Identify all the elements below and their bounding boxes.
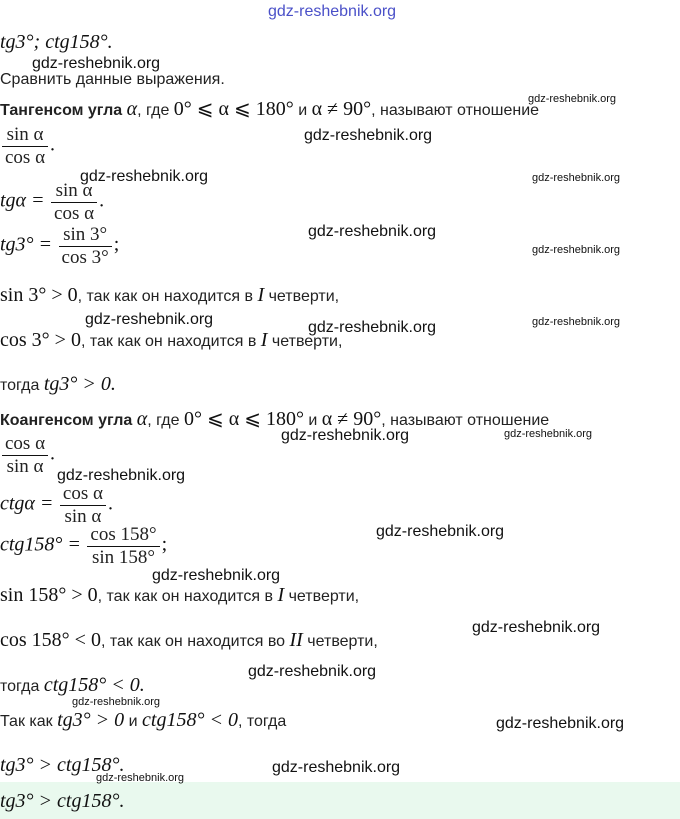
then-tg3-math: tg3° > 0. [43,373,116,395]
watermark: gdz-reshebnik.org [248,663,377,680]
cos158-text: , так как он находится во [100,633,286,650]
rest-text: , называют отношение [371,102,540,119]
alpha-symbol-2: α [136,408,148,430]
watermark: gdz-reshebnik.org [532,316,621,328]
ctg158-numerator: cos 158° [90,524,157,545]
watermark: gdz-reshebnik.org [96,772,185,784]
fraction-denominator: cos α [2,146,48,169]
cos158-text2: четверти, [307,633,378,650]
watermark: gdz-reshebnik.org [472,619,601,636]
watermark: gdz-reshebnik.org [376,523,505,540]
watermark: gdz-reshebnik.org [272,759,401,776]
fraction-denominator-2: sin α [2,455,48,478]
watermark: gdz-reshebnik.org [532,172,621,184]
sin3-quadrant: I [257,284,265,306]
where-text-2: , где [147,412,180,429]
cotangent-definition [0,409,549,431]
tg3-fraction [59,224,112,269]
then-tg3-line [0,374,116,396]
since-math2: ctg158° < 0 [142,709,238,731]
sin3-math: sin 3° > 0 [0,284,78,306]
ctg-lhs: ctgα = [0,492,54,515]
ctg158-lhs: ctg158° = [0,533,81,556]
where-text: , где [137,102,170,119]
then-ctg158-math: ctg158° < 0. [43,674,145,696]
watermark: gdz-reshebnik.org [152,567,281,584]
fraction-sin-cos [2,124,48,169]
sin158-line [0,585,359,607]
watermark: gdz-reshebnik.org [32,55,161,72]
fraction-cos-sin-line: $\frac{\text{cos α}}{\text{sin α}}$ . [0,433,55,478]
watermark: gdz-reshebnik.org [304,127,433,144]
tg3-end: ; [113,233,120,256]
sin158-quadrant: I [277,584,285,606]
watermark: gdz-reshebnik.org [281,427,410,444]
tg-formula: tgα = $\frac{\text{sin α}}{\text{cos α}}$ . [0,180,105,224]
tg-denominator: cos α [51,202,97,225]
since-text1: Так как [0,713,53,730]
task-expression [0,32,113,54]
alpha-symbol: α [126,98,138,120]
watermark-top[interactable]: gdz-reshebnik.org [268,3,397,20]
since-text2: , тогда [237,713,287,730]
fraction-sin-cos-line: $\frac{\text{sin α}}{\text{cos α}}$ . [0,124,55,169]
tg3-lhs: tg3° = [0,233,53,256]
rest-text-2: , называют отношение [381,412,550,429]
ctg-formula: ctgα = $\frac{\text{cos α}}{\text{sin α}}$ . [0,483,113,527]
cos3-line [0,330,342,352]
tg-numerator: sin α [55,180,93,201]
sin158-text2: четверти, [288,588,360,605]
sin158-text: , так как он находится в [97,588,274,605]
cotangent-term: Коангенсом угла [0,412,133,429]
tangent-term: Тангенсом угла [0,102,123,119]
fraction-numerator-2: cos α [5,433,46,454]
answer-line [0,791,124,813]
and-text-2: и [308,412,318,429]
watermark: gdz-reshebnik.org [504,428,593,440]
sin158-math: sin 158° > 0 [0,584,98,606]
ctg158-formula [0,524,167,569]
watermark: gdz-reshebnik.org [308,223,437,240]
cos3-quadrant: I [260,329,268,351]
conclusion-math: tg3° > ctg158°. [0,754,125,776]
fraction-numerator: sin α [6,124,44,145]
condition-range: 0° ⩽ α ⩽ 180° [173,98,294,120]
cos3-text: , так как он находится в [80,333,257,350]
and-text: и [298,102,308,119]
tg3-numerator: sin 3° [63,224,108,245]
tg-fraction [51,180,97,225]
cos3-math: cos 3° > 0 [0,329,81,351]
watermark: gdz-reshebnik.org [85,311,214,328]
tangent-definition [0,99,539,121]
ctg-fraction [60,483,106,528]
answer-math: tg3° > ctg158°. [0,790,125,812]
condition-not-90: α ≠ 90° [311,98,372,120]
tg3-formula [0,224,119,269]
sin3-text: , так как он находится в [77,288,254,305]
ctg-numerator: cos α [62,483,103,504]
watermark: gdz-reshebnik.org [496,715,625,732]
then-text-2: тогда [0,678,40,695]
watermark: gdz-reshebnik.org [57,467,186,484]
since-line [0,710,286,732]
cos158-line [0,630,378,652]
sin3-text2: четверти, [268,288,340,305]
cos158-math: cos 158° < 0 [0,629,101,651]
watermark: gdz-reshebnik.org [80,168,209,185]
ctg158-end: ; [161,533,168,556]
since-and: и [128,713,138,730]
instruction: Сравнить данные выражения. [0,71,225,88]
since-math1: tg3° > 0 [57,709,125,731]
then-ctg158-line [0,675,145,697]
answer-box [0,782,680,819]
watermark: gdz-reshebnik.org [308,319,437,336]
task-math: tg3°; ctg158°. [0,31,113,53]
watermark: gdz-reshebnik.org [72,696,161,708]
cos158-quadrant: II [289,629,303,651]
cos3-text2: четверти, [271,333,343,350]
watermark: gdz-reshebnik.org [528,93,617,105]
ctg158-fraction [87,524,159,569]
tg-lhs: tgα = [0,189,45,212]
condition-not-90-2: α ≠ 90° [321,408,382,430]
watermark: gdz-reshebnik.org [532,244,621,256]
sin3-line [0,285,339,307]
ctg158-denominator: sin 158° [87,546,159,569]
condition-range-2: 0° ⩽ α ⩽ 180° [183,408,304,430]
then-text: тогда [0,377,40,394]
ctg-denominator: sin α [60,505,106,528]
tg3-denominator: cos 3° [59,246,112,269]
fraction-cos-sin [2,433,48,478]
